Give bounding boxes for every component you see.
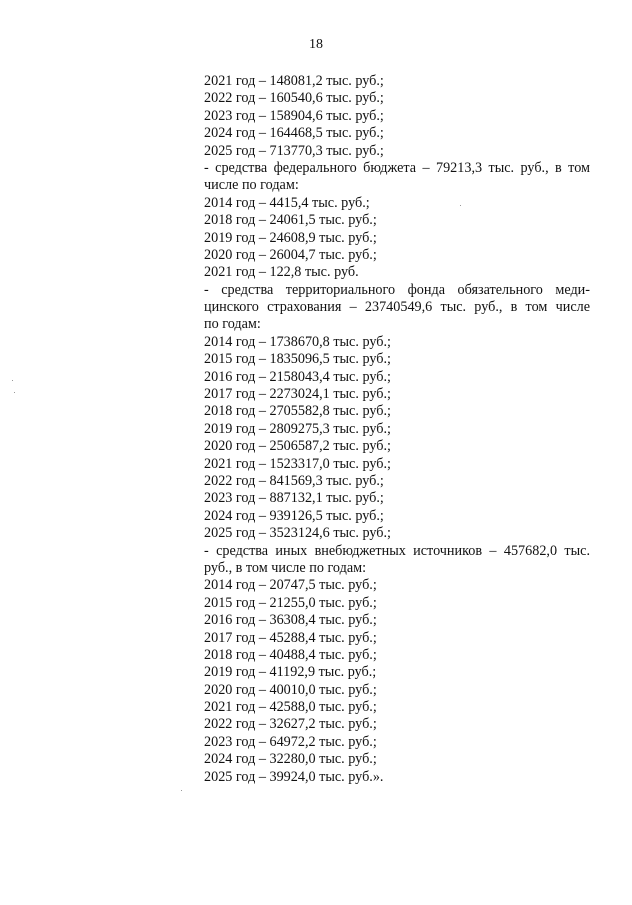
year-amount-line: 2023 год – 64972,2 тыс. руб.;	[204, 733, 377, 750]
year-amount-line: 2025 год – 39924,0 тыс. руб.».	[204, 768, 384, 785]
year-amount-line: 2024 год – 32280,0 тыс. руб.;	[204, 751, 377, 768]
document-body	[204, 73, 590, 786]
year-amount-line: 2015 год – 21255,0 тыс. руб.;	[204, 594, 377, 611]
paragraph-line: руб., в том числе по годам:	[204, 559, 367, 576]
scan-speck	[14, 392, 15, 393]
year-amount-line: 2024 год – 939126,5 тыс. руб.;	[204, 507, 384, 524]
year-amount-line: 2016 год – 2158043,4 тыс. руб.;	[204, 368, 391, 385]
year-amount-line: 2021 год – 1523317,0 тыс. руб.;	[204, 455, 391, 472]
scan-speck	[181, 790, 182, 791]
paragraph-line: числе по годам:	[204, 177, 299, 194]
paragraph-line: по годам:	[204, 316, 261, 333]
page-number: 18	[309, 37, 323, 52]
year-amount-line: 2018 год – 40488,4 тыс. руб.;	[204, 646, 377, 663]
year-amount-line: 2020 год – 2506587,2 тыс. руб.;	[204, 438, 391, 455]
year-amount-line: 2021 год – 148081,2 тыс. руб.;	[204, 73, 384, 89]
year-amount-line: 2020 год – 40010,0 тыс. руб.;	[204, 681, 377, 698]
year-amount-line: 2025 год – 713770,3 тыс. руб.;	[204, 142, 384, 159]
funding-source-paragraph	[204, 282, 590, 334]
paragraph-line: цинского страхования – 23740549,6 тыс. руб., в том числе	[204, 299, 590, 316]
year-amount-line: 2025 год – 3523124,6 тыс. руб.;	[204, 525, 391, 542]
funding-source-paragraph	[204, 160, 590, 195]
year-amount-line: 2017 год – 45288,4 тыс. руб.;	[204, 629, 377, 646]
year-amount-line: 2022 год – 841569,3 тыс. руб.;	[204, 472, 384, 489]
year-amount-line: 2024 год – 164468,5 тыс. руб.;	[204, 125, 384, 142]
year-amount-line: 2014 год – 1738670,8 тыс. руб.;	[204, 333, 391, 350]
scan-speck	[12, 380, 13, 381]
year-amount-line: 2022 год – 32627,2 тыс. руб.;	[204, 716, 377, 733]
scan-speck	[460, 205, 461, 206]
year-amount-line: 2014 год – 4415,4 тыс. руб.;	[204, 194, 370, 211]
year-amount-line: 2022 год – 160540,6 тыс. руб.;	[204, 90, 384, 107]
paragraph-line: - средства иных внебюджетных источников – 457682,0 тыс.	[204, 542, 590, 559]
year-amount-line: 2023 год – 887132,1 тыс. руб.;	[204, 490, 384, 507]
year-amount-line: 2019 год – 2809275,3 тыс. руб.;	[204, 420, 391, 437]
paragraph-line: - средства территориального фонда обязательного меди-	[204, 281, 590, 298]
year-amount-line: 2020 год – 26004,7 тыс. руб.;	[204, 246, 377, 263]
year-amount-line: 2023 год – 158904,6 тыс. руб.;	[204, 107, 384, 124]
year-amount-line: 2015 год – 1835096,5 тыс. руб.;	[204, 351, 391, 368]
funding-source-paragraph	[204, 543, 590, 578]
year-amount-line: 2021 год – 122,8 тыс. руб.	[204, 264, 359, 281]
year-amount-line: 2018 год – 2705582,8 тыс. руб.;	[204, 403, 391, 420]
year-amount-line: 2016 год – 36308,4 тыс. руб.;	[204, 612, 377, 629]
year-amount-line: 2017 год – 2273024,1 тыс. руб.;	[204, 386, 391, 403]
year-amount-line: 2019 год – 24608,9 тыс. руб.;	[204, 229, 377, 246]
year-amount-line: 2021 год – 42588,0 тыс. руб.;	[204, 699, 377, 716]
year-amount-line: 2018 год – 24061,5 тыс. руб.;	[204, 212, 377, 229]
paragraph-line: - средства федерального бюджета – 79213,3 тыс. руб., в том	[204, 159, 590, 176]
year-amount-line: 2019 год – 41192,9 тыс. руб.;	[204, 664, 377, 681]
year-amount-line: 2014 год – 20747,5 тыс. руб.;	[204, 577, 377, 594]
